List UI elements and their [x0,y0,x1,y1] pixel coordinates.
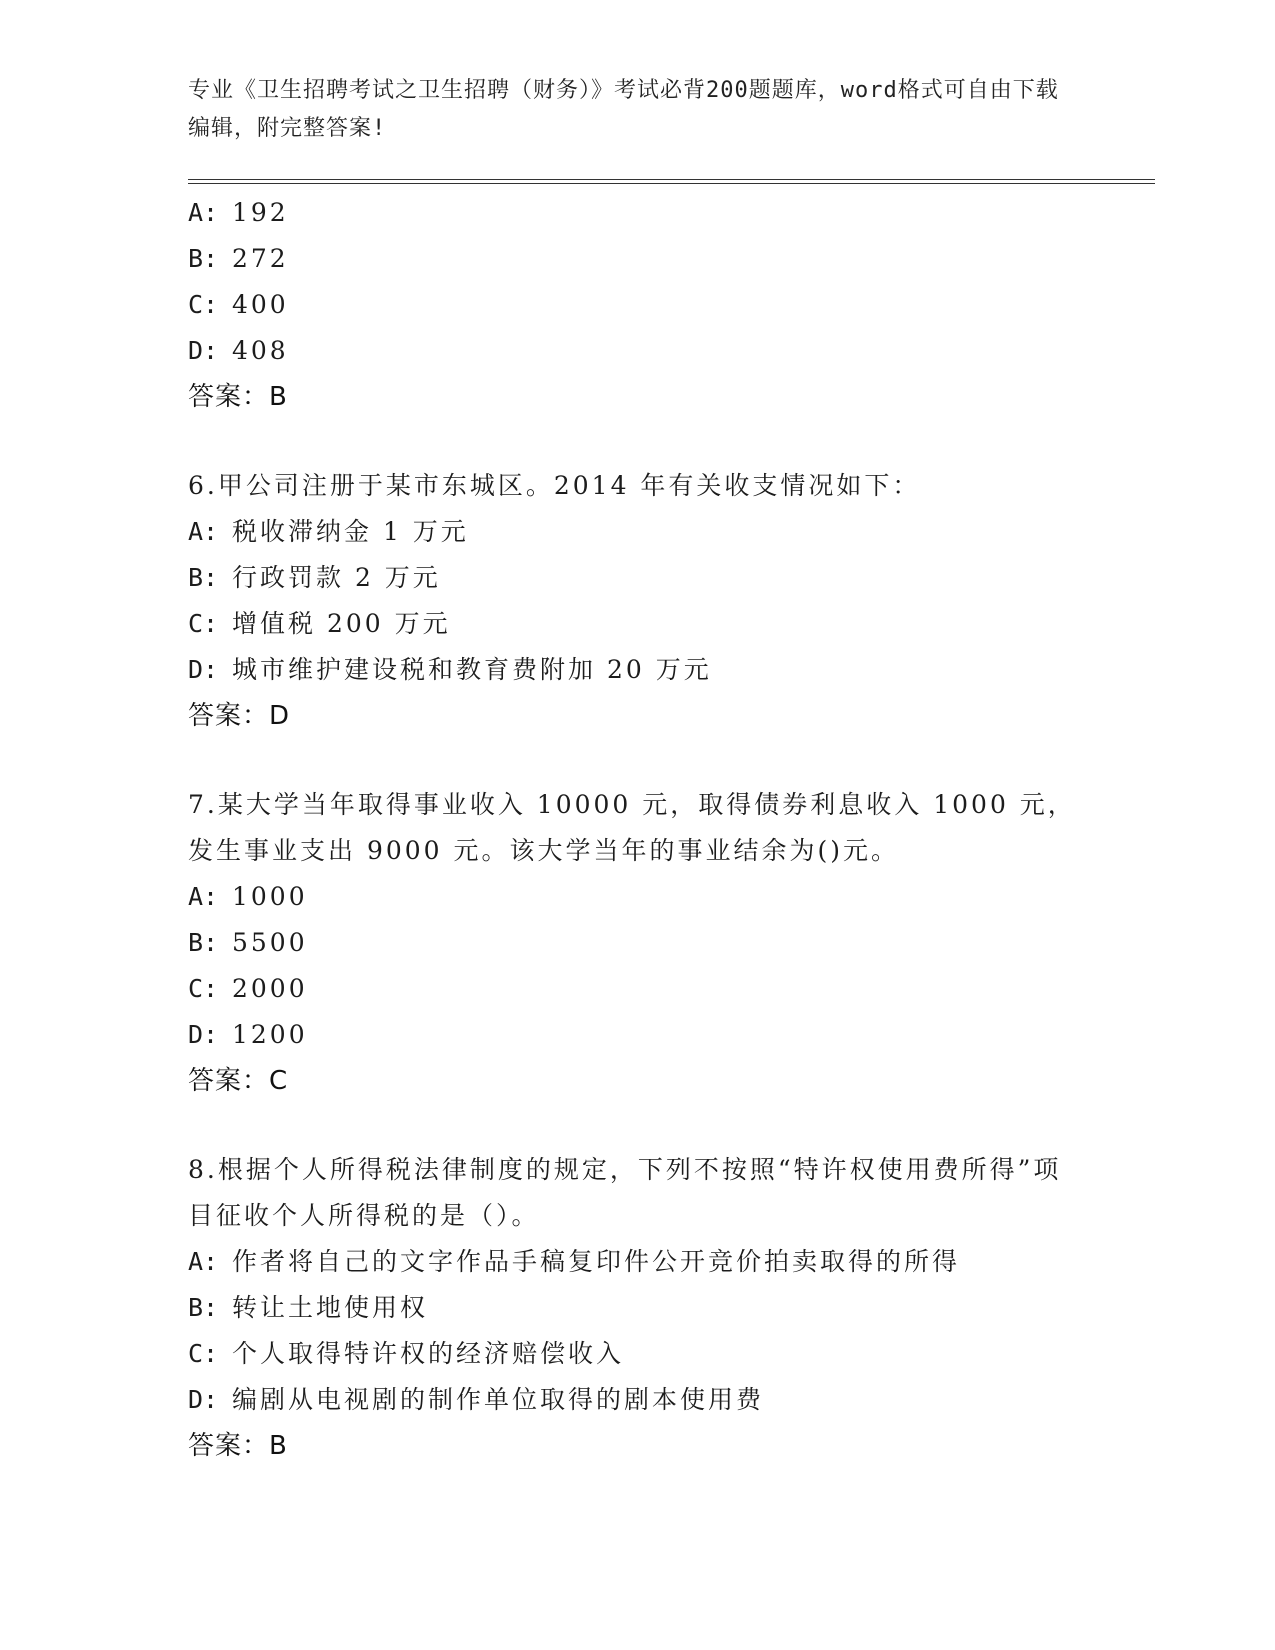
option-a [188,190,1088,236]
question-list [188,190,1088,1469]
option-text: 作者将自己的文字作品手稿复印件公开竞价拍卖取得的所得 [232,1247,961,1276]
header-rule-top [188,179,1155,180]
answer-line: 答案：C [188,1066,289,1096]
option-c [188,1331,1088,1377]
option-c [188,601,1088,647]
spacer [188,1104,1088,1147]
option-text: 行政罚款 2 万元 [232,563,441,592]
question-block-7 [188,782,1088,1104]
option-d [188,647,1088,693]
option-text: 增值税 200 万元 [232,609,451,638]
option-text: 272 [232,244,289,273]
option-b [188,555,1088,601]
option-label: D: [188,655,219,684]
option-label: A: [188,517,219,546]
option-text: 个人取得特许权的经济赔偿收入 [232,1339,625,1368]
option-text: 408 [232,336,289,365]
option-text: 1200 [232,1020,308,1049]
option-text: 192 [232,198,289,227]
option-label: A: [188,882,219,911]
spacer [188,739,1088,782]
option-c [188,966,1088,1012]
option-label: B: [188,244,219,273]
answer-line: 答案：B [188,382,288,412]
option-label: A: [188,198,219,227]
question-text: 7.某大学当年取得事业收入 10000 元，取得债券利息收入 1000 元，发生事业支出 9000 元。该大学当年的事业结余为()元。 [188,790,1076,865]
option-label: C: [188,1339,219,1368]
option-label: B: [188,563,219,592]
option-label: B: [188,1293,219,1322]
header-rule-bottom [188,183,1155,184]
option-text: 税收滞纳金 1 万元 [232,517,469,546]
answer-line: 答案：D [188,701,291,731]
option-label: A: [188,1247,219,1276]
option-label: C: [188,974,219,1003]
option-label: C: [188,609,219,638]
question-block-5 [188,190,1088,420]
option-d [188,328,1088,374]
question-block-6 [188,463,1088,739]
option-a [188,874,1088,920]
option-text: 编剧从电视剧的制作单位取得的剧本使用费 [232,1385,765,1414]
option-label: C: [188,290,219,319]
option-text: 400 [232,290,289,319]
option-text: 转让土地使用权 [232,1293,429,1322]
option-label: B: [188,928,219,957]
option-label: D: [188,1020,219,1049]
option-c [188,282,1088,328]
option-b [188,236,1088,282]
question-text: 8.根据个人所得税法律制度的规定，下列不按照“特许权使用费所得”项目征收个人所得税的是（）。 [188,1155,1062,1230]
option-label: D: [188,1385,219,1414]
option-d [188,1012,1088,1058]
option-text: 2000 [232,974,308,1003]
option-b [188,920,1088,966]
option-text: 5500 [232,928,308,957]
option-a [188,1239,1088,1285]
option-b [188,1285,1088,1331]
question-text: 6.甲公司注册于某市东城区。2014 年有关收支情况如下： [188,471,921,500]
question-block-8 [188,1147,1088,1469]
answer-line: 答案：B [188,1431,288,1461]
option-a [188,509,1088,555]
option-d [188,1377,1088,1423]
option-label: D: [188,336,219,365]
option-text: 1000 [232,882,308,911]
spacer [188,420,1088,463]
document-header: 专业《卫生招聘考试之卫生招聘（财务）》考试必背200题题库，word格式可自由下载编辑，附完整答案! [188,78,1059,141]
option-text: 城市维护建设税和教育费附加 20 万元 [232,655,712,684]
